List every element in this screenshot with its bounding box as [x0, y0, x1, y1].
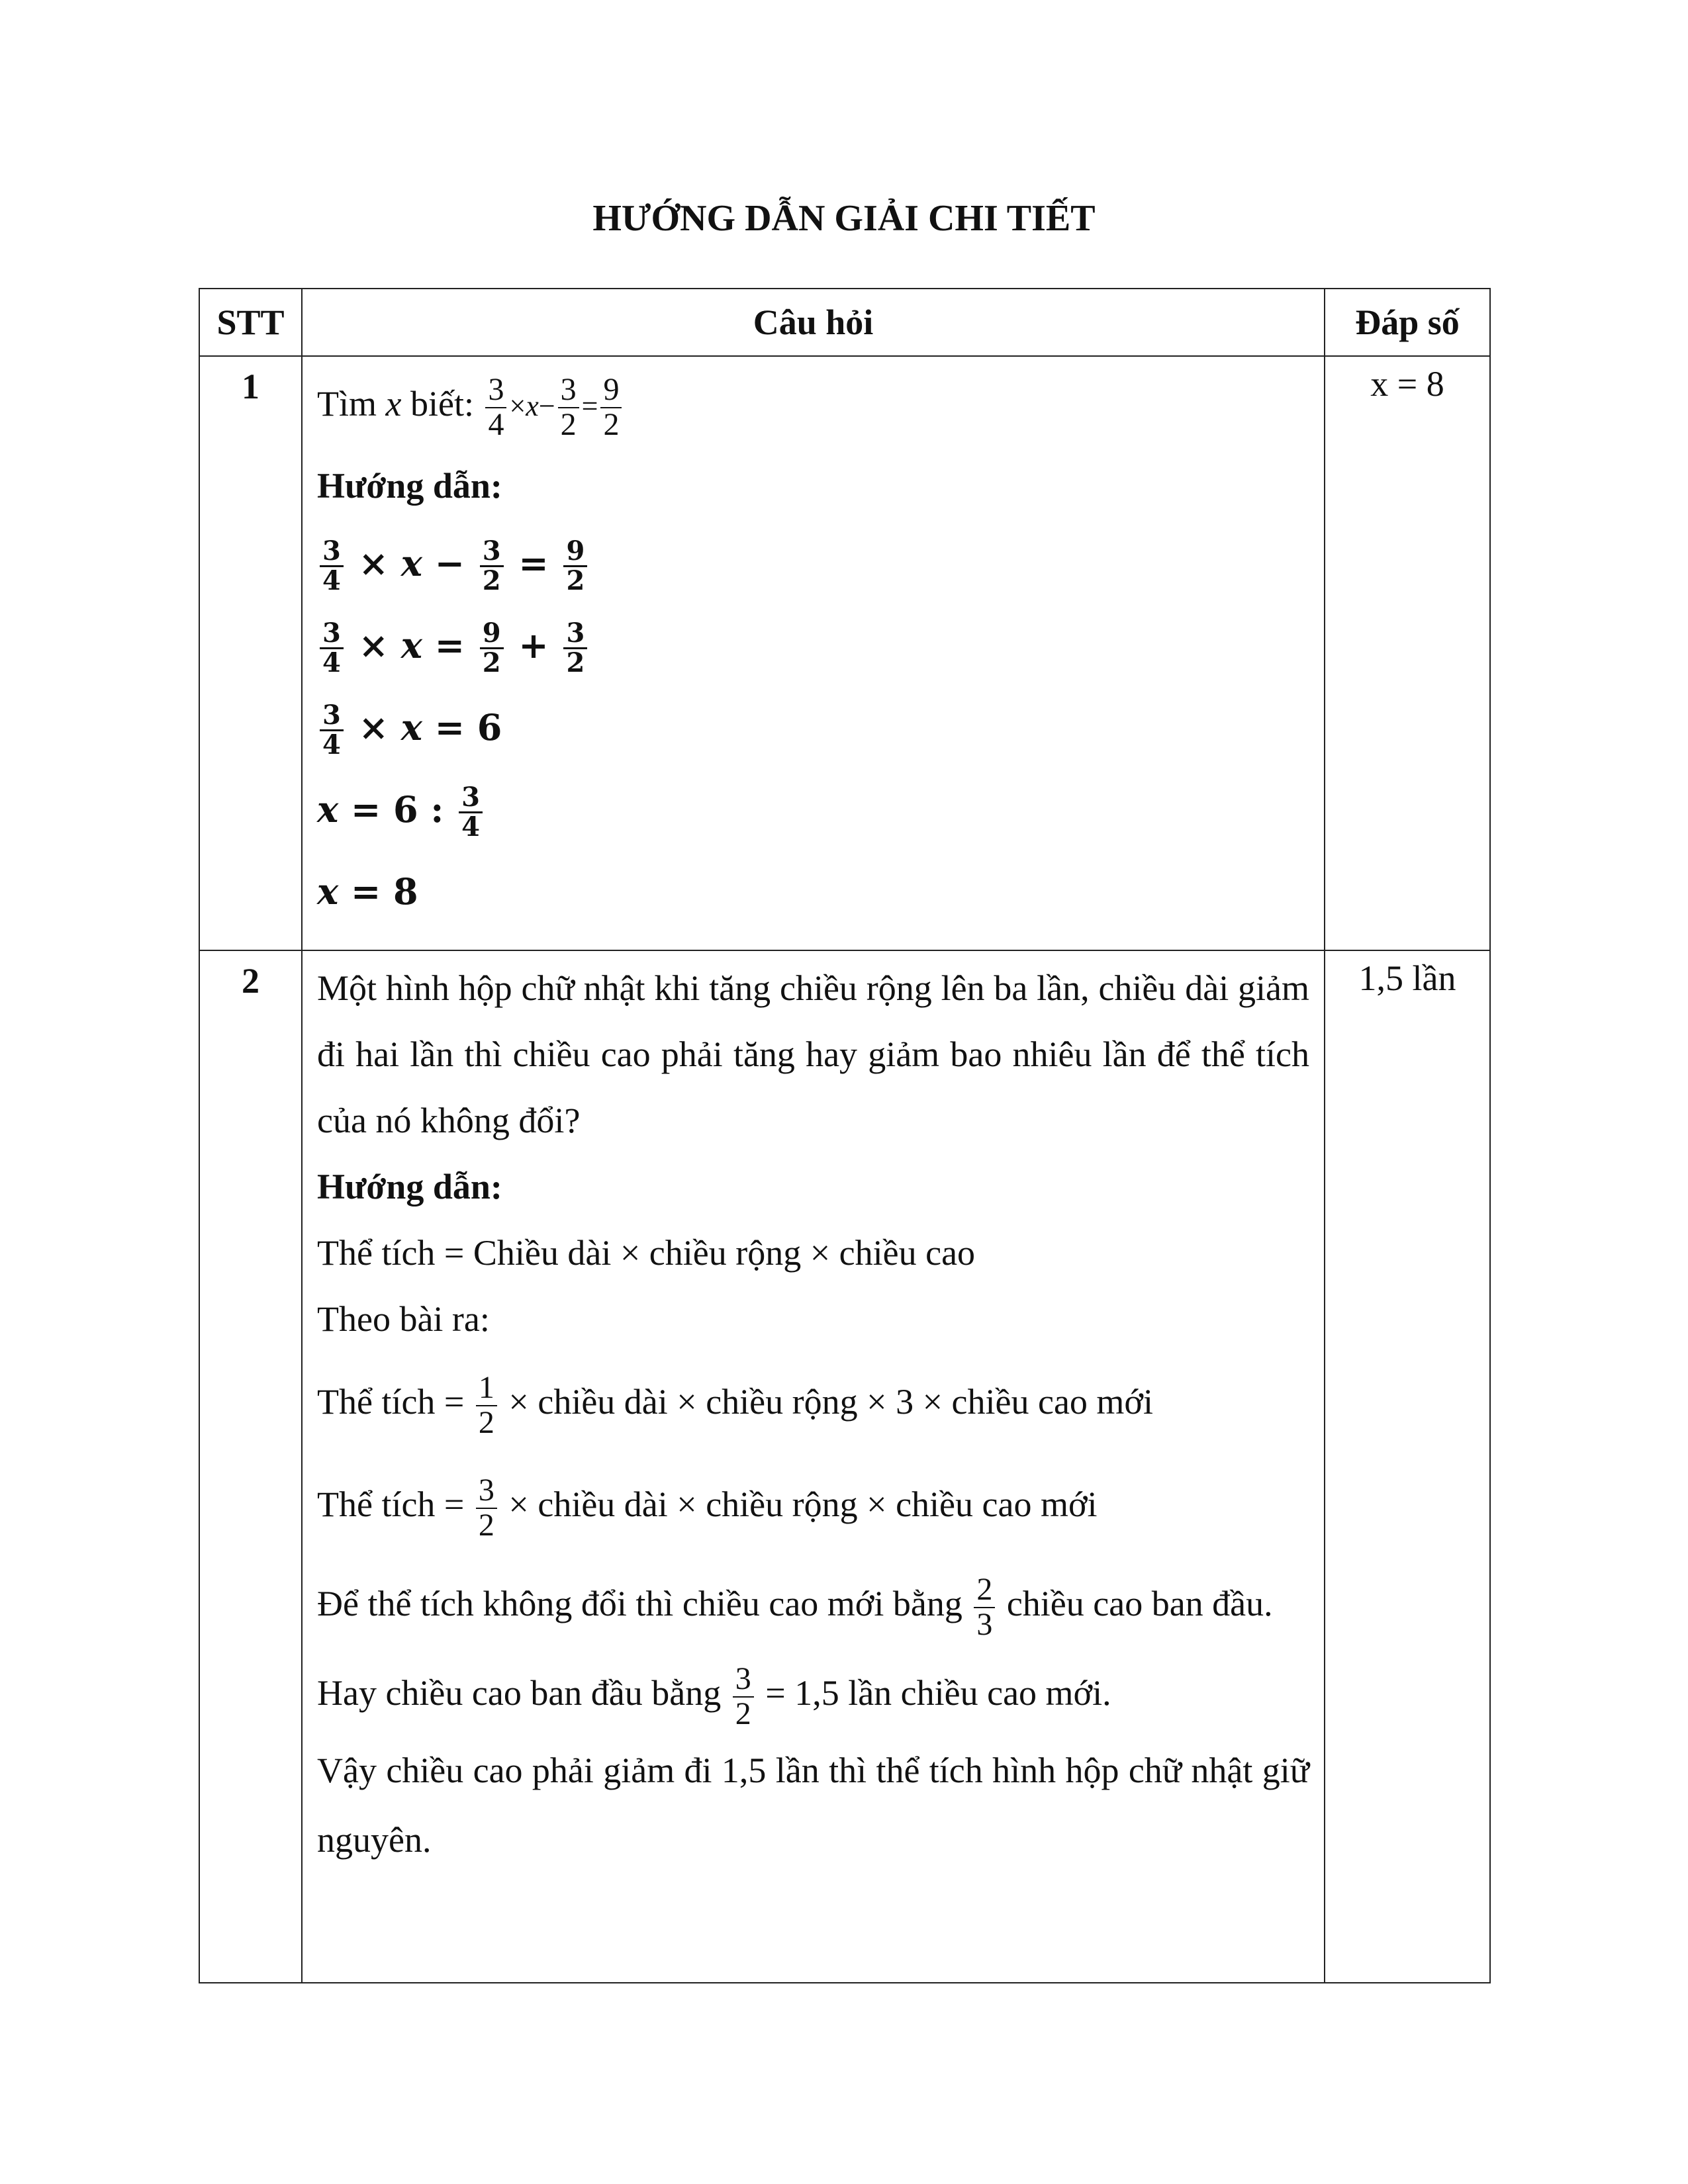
- fraction: $\frac{3}{2}$: [558, 373, 579, 441]
- math-step-3: $\frac{3}{4}$ × x = 6: [317, 686, 1309, 768]
- question-cell: [302, 356, 1325, 950]
- fraction: $\frac{9}{2}$: [600, 373, 622, 441]
- question-text: Một hình hộp chữ nhật khi tăng chiều rộng lên ba lần, chiều dài giảm đi hai lần thì chiều cao phải tăng hay giảm bao nhiêu lần để thể tích của nó không đổi?: [317, 968, 1309, 1140]
- solution-line: Thể tích = $\frac{1}{2}$ × chiều dài × chiều rộng × 3 × chiều cao mới: [317, 1370, 1153, 1440]
- fraction: $\frac{2}{3}$: [974, 1573, 995, 1641]
- math-step-5: x = 8: [317, 870, 418, 913]
- answer-cell: 1,5 lần: [1325, 950, 1490, 1983]
- header-question: Câu hỏi: [302, 289, 1325, 356]
- solution-line: Theo bài ra:: [317, 1299, 490, 1339]
- header-answer: Đáp số: [1325, 289, 1490, 356]
- answer-cell: x = 8: [1325, 356, 1490, 950]
- table-row: [199, 356, 1490, 950]
- solution-line: Hay chiều cao ban đầu bằng $\frac{3}{2}$ = 1,5 lần chiều cao mới.: [317, 1661, 1111, 1731]
- fraction: $\frac{3}{2}$: [476, 1474, 497, 1542]
- row-number: 1: [199, 356, 302, 950]
- table-header-row: [199, 289, 1490, 356]
- solution-line: Vậy chiều cao phải giảm đi 1,5 lần thì thể tích hình hộp chữ nhật giữ nguyên.: [317, 1751, 1309, 1860]
- math-step-2: $\frac{3}{4}$ × x = $\frac{9}{2}$ + $\frac{3}{2}$: [317, 604, 1309, 686]
- math-step-4: x = 6 : $\frac{3}{4}$: [317, 768, 1309, 850]
- solution-line: Thể tích = Chiều dài × chiều rộng × chiều cao: [317, 1233, 976, 1273]
- solution-line: Để thể tích không đổi thì chiều cao mới bằng $\frac{2}{3}$ chiều cao ban đầu.: [317, 1572, 1273, 1642]
- math-step-1: $\frac{3}{4}$ × x − $\frac{3}{2}$ = $\frac{9}{2}$: [317, 522, 1309, 604]
- guide-label: Hướng dẫn:: [317, 1167, 502, 1206]
- fraction: $\frac{1}{2}$: [476, 1371, 497, 1439]
- solution-table: [199, 288, 1491, 1983]
- table-row: [199, 950, 1490, 1983]
- page-title: HƯỚNG DẪN GIẢI CHI TIẾT: [592, 198, 1096, 239]
- solution-line: Thể tích = $\frac{3}{2}$ × chiều dài × chiều rộng × chiều cao mới: [317, 1473, 1098, 1543]
- header-stt: STT: [199, 289, 302, 356]
- guide-label: Hướng dẫn:: [317, 466, 502, 506]
- row-number: 2: [199, 950, 302, 1983]
- question-cell: [302, 950, 1325, 1983]
- fraction: $\frac{3}{4}$: [485, 373, 506, 441]
- question-prompt: Tìm x biết: $\frac{3}{4}$ ×x− $\frac{3}{2}$ = $\frac{9}{2}$: [317, 361, 1309, 449]
- fraction: $\frac{3}{2}$: [733, 1662, 754, 1731]
